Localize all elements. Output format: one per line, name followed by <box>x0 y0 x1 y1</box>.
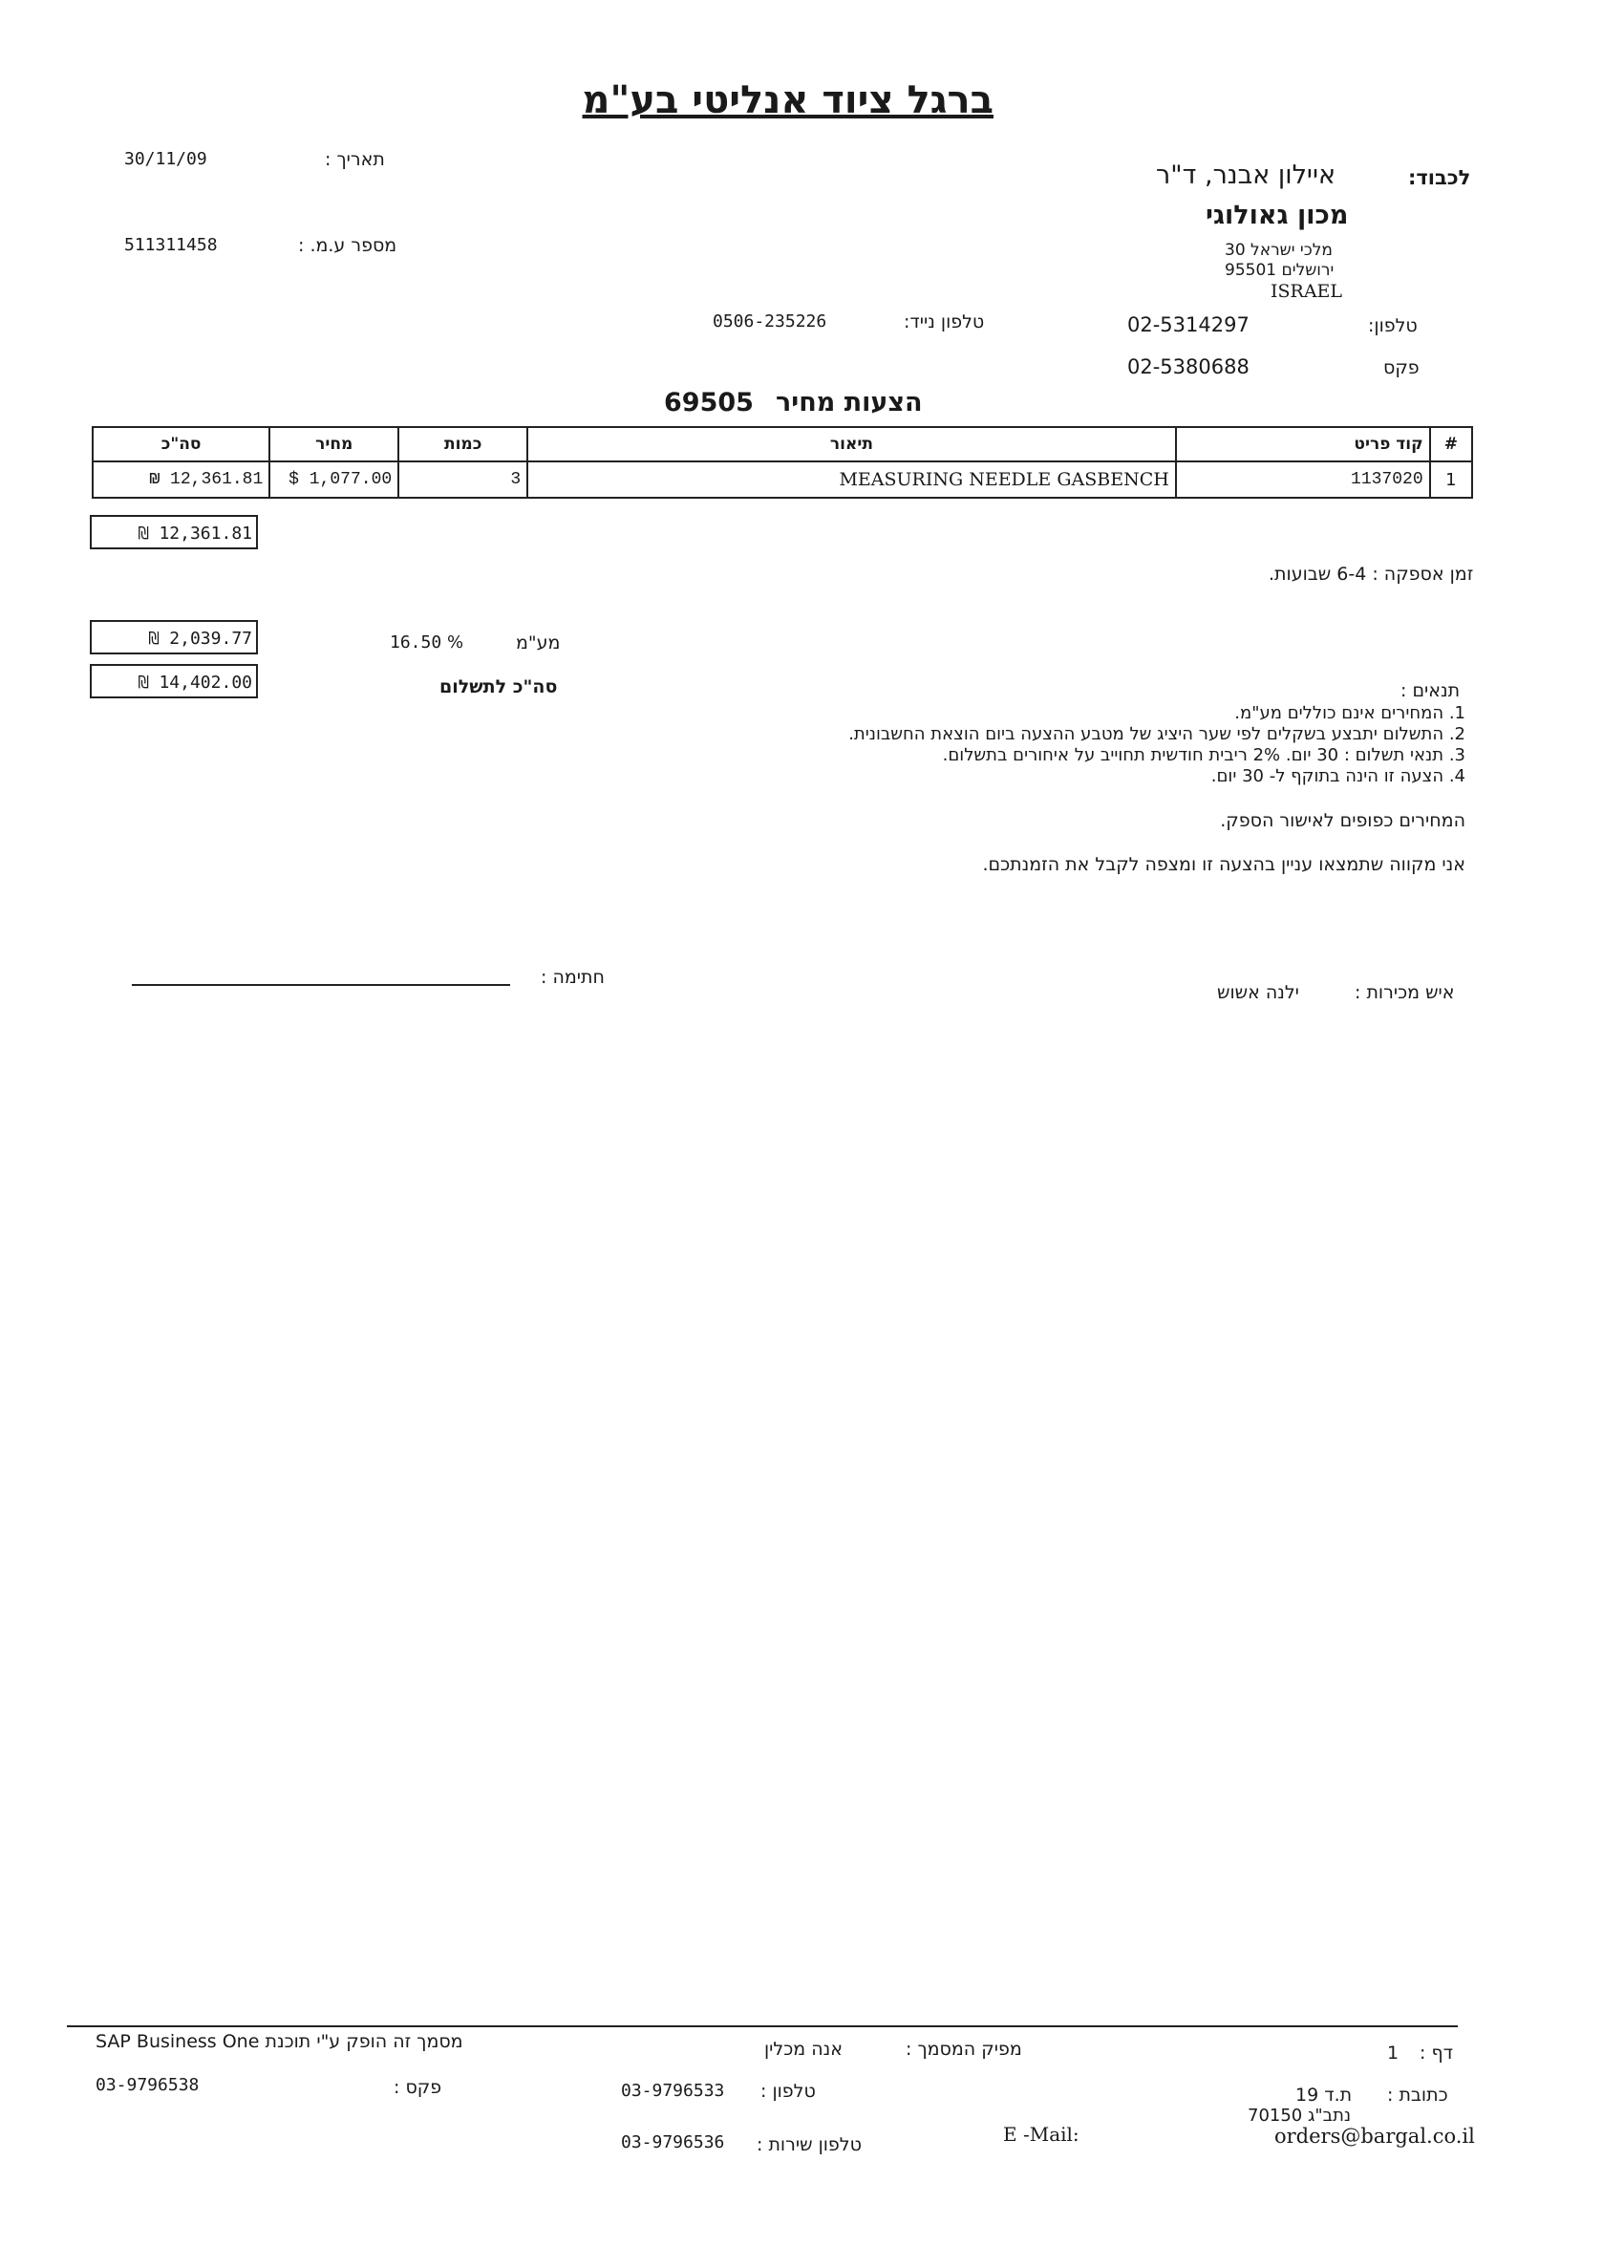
page-value: 1 <box>1387 2043 1400 2064</box>
mobile-label: טלפון נייד: <box>904 311 985 332</box>
table-row <box>93 461 1472 498</box>
delivery-time: זמן אספקה : 6-4 שבועות. <box>1269 564 1474 585</box>
row-qty: 3 <box>398 461 527 498</box>
terms-list <box>848 703 1465 787</box>
signature-label: חתימה : <box>541 967 605 988</box>
terms-title: תנאים : <box>1400 680 1461 701</box>
subtotal-box: ₪ 12,361.81 <box>90 515 258 549</box>
header-code: קוד פריט <box>1176 427 1430 461</box>
date-value: 30/11/09 <box>124 149 207 169</box>
terms-closing: אני מקווה שתמצאו עניין בהצעה זו ומצפה לקבל את הזמנתכם. <box>982 854 1465 875</box>
signature-line <box>132 984 510 986</box>
footer-fax-label: פקס : <box>394 2077 442 2098</box>
footer-phone-value: 03-9796533 <box>621 2081 725 2101</box>
phone-label: טלפון: <box>1368 315 1418 336</box>
page-label: דף : <box>1420 2043 1453 2064</box>
row-total: ₪ 12,361.81 <box>93 461 269 498</box>
row-description: MEASURING NEEDLE GASBENCH <box>527 461 1176 498</box>
issuer-label: מפיק המסמך : <box>906 2039 1022 2060</box>
sap-note: SAP Business One מסמך זה הופק ע"י תוכנת <box>96 2031 463 2052</box>
email-value: orders@bargal.co.il <box>1274 2125 1475 2148</box>
recipient-name: איילון אבנר, ד"ר <box>1156 160 1336 190</box>
mobile-value: 0506-235226 <box>713 311 827 332</box>
footer-address-label: כתובת : <box>1387 2085 1448 2106</box>
row-num: 1 <box>1430 461 1472 498</box>
items-table <box>92 426 1473 499</box>
term-item: 2. התשלום יתבצע בשקלים לפי שער היציג של מטבע ההצעה ביום הוצאת החשבונית. <box>848 724 1465 744</box>
vat-label: מע"מ <box>516 632 561 653</box>
footer-phone-label: טלפון : <box>760 2081 816 2102</box>
service-phone-label: טלפון שירות : <box>757 2134 862 2155</box>
row-code: 1137020 <box>1176 461 1430 498</box>
vat-amount: ₪ 2,039.77 <box>90 620 258 654</box>
footer-address-line1: ת.ד 19 <box>1295 2085 1353 2106</box>
term-item: 3. תנאי תשלום : 30 יום. 2% ריבית חודשית תחוייב על איחורים בתשלום. <box>942 745 1465 765</box>
term-item: 1. המחירים אינם כוללים מע"מ. <box>1234 703 1465 723</box>
quote-number: 69505 <box>664 388 754 417</box>
address-line1: מלכי ישראל 30 <box>1225 241 1333 260</box>
quote-label: הצעות מחיר <box>776 388 923 417</box>
company-no-label: מספר ע.מ. : <box>298 235 397 256</box>
term-item: 4. הצעה זו הינה בתוקף ל- 30 יום. <box>1210 766 1465 786</box>
terms-approval: המחירים כפופים לאישור הספק. <box>1220 810 1465 831</box>
to-label: לכבוד: <box>1408 166 1471 189</box>
header-total: סה"כ <box>93 427 269 461</box>
email-label: E -Mail: <box>1003 2123 1079 2146</box>
fax-value: 02-5380688 <box>1127 355 1250 378</box>
row-price: $ 1,077.00 <box>269 461 398 498</box>
header-num: # <box>1430 427 1472 461</box>
phone-value: 02-5314297 <box>1127 313 1250 336</box>
fax-label: פקס <box>1383 357 1420 378</box>
header-description: תיאור <box>527 427 1176 461</box>
header-qty: כמות <box>398 427 527 461</box>
footer-address-line2: נתב"ג 70150 <box>1248 2106 1352 2126</box>
vat-percent-sign: % <box>447 632 464 653</box>
header-price: מחיר <box>269 427 398 461</box>
vat-percent: 16.50 <box>390 632 442 653</box>
grand-total-label: סה"כ לתשלום <box>439 676 558 697</box>
company-no-value: 511311458 <box>124 235 218 255</box>
sales-label: איש מכירות : <box>1355 982 1455 1003</box>
address-line2: ירושלים 95501 <box>1225 261 1335 280</box>
grand-total-amount: ₪ 14,402.00 <box>90 664 258 698</box>
service-phone-value: 03-9796536 <box>621 2132 725 2152</box>
table-header-row <box>93 427 1472 461</box>
footer-fax-value: 03-9796538 <box>96 2075 200 2095</box>
issuer-name: אנה מכלין <box>764 2039 843 2060</box>
date-label: תאריך : <box>325 149 385 170</box>
sales-name: ילנה אשוש <box>1217 982 1299 1003</box>
footer-divider <box>67 2025 1458 2027</box>
recipient-org: מכון גאולוגי <box>1206 201 1349 230</box>
company-title: ברגל ציוד אנליטי בע"מ <box>582 78 994 122</box>
address-line3: ISRAEL <box>1271 281 1343 302</box>
